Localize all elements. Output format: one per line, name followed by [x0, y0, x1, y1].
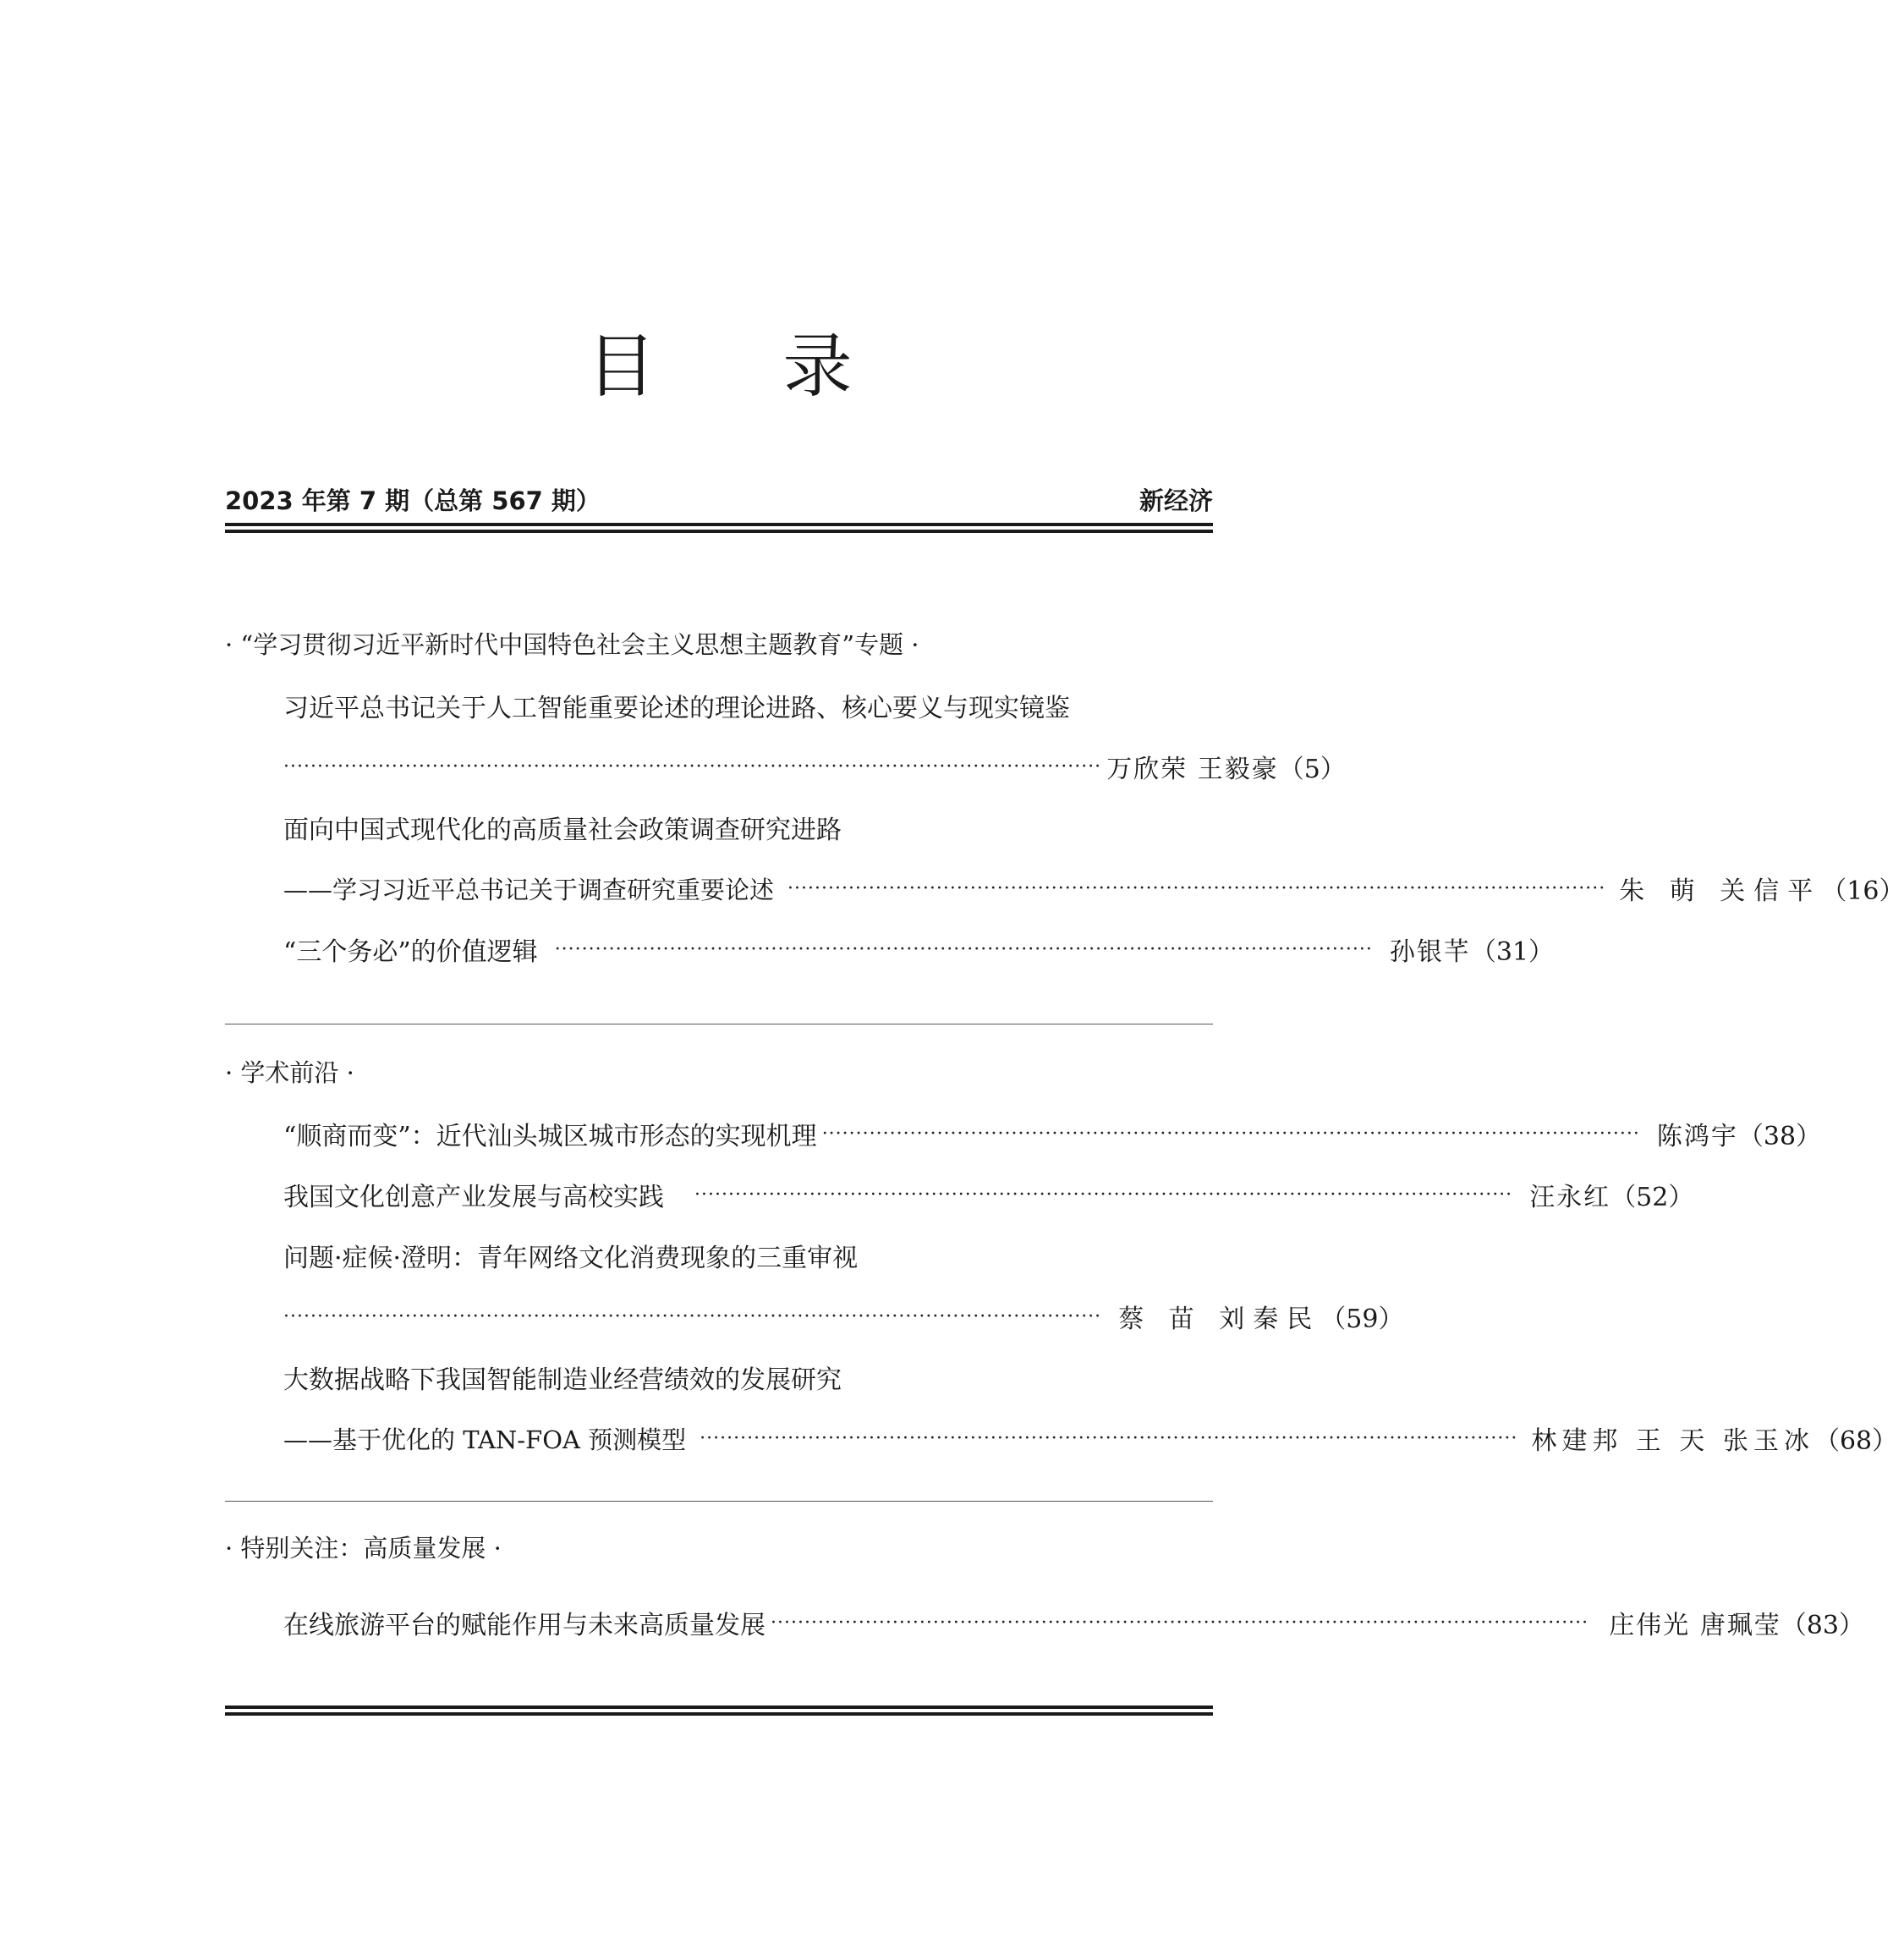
toc-entry[interactable]	[283, 1298, 1404, 1335]
leader-dots: ·························································································································	[283, 1305, 1102, 1327]
entry-title: 问题·症候·澄明：青年网络文化消费现象的三重审视	[283, 1244, 859, 1273]
toc-entry[interactable]	[283, 1604, 1864, 1641]
section-heading: · 特别关注：高质量发展 ·	[225, 1534, 502, 1563]
leader-dots: ·························································································································	[283, 755, 1102, 777]
entry-authors: 林建邦 王 天 张玉冰	[1531, 1426, 1814, 1456]
entry-page: （31）	[1470, 937, 1555, 967]
section-divider	[225, 1501, 1213, 1502]
page-title	[0, 311, 1439, 410]
entry-page: （59）	[1320, 1305, 1404, 1334]
header-rule-bottom	[225, 530, 1213, 533]
toc-entry[interactable]	[283, 1420, 1898, 1457]
title-char-2: 录	[782, 327, 853, 407]
entry-subtitle: ——学习习近平总书记关于调查研究重要论述	[283, 875, 775, 904]
entry-page: （83）	[1781, 1611, 1864, 1640]
toc-entry[interactable]	[283, 748, 1346, 785]
entry-title: 我国文化创意产业发展与高校实践	[283, 1183, 664, 1212]
journal-name: 新经济	[1139, 486, 1213, 515]
entry-title: 在线旅游平台的赋能作用与未来高质量发展	[283, 1611, 765, 1640]
entry-authors: 蔡 苗 刘秦民	[1118, 1305, 1321, 1334]
entry-authors: 庄伟光 唐珮莹	[1609, 1611, 1781, 1640]
leader-dots: ·························································································································	[694, 1184, 1513, 1206]
entry-title: 大数据战略下我国智能制造业经营绩效的发展研究	[283, 1365, 842, 1395]
entry-title: 习近平总书记关于人工智能重要论述的理论进路、核心要义与现实镜鉴	[283, 694, 1070, 723]
leader-dots: ·························································································································	[821, 1123, 1640, 1145]
toc-entry[interactable]	[283, 931, 1555, 968]
leader-dots: ·························································································································	[787, 877, 1606, 899]
entry-title: “顺商而变”：近代汕头城区城市形态的实现机理	[283, 1122, 817, 1151]
entry-page: （5）	[1278, 755, 1346, 784]
title-char-1: 目	[586, 327, 656, 407]
toc-entry[interactable]	[283, 1115, 1822, 1152]
toc-entry[interactable]	[283, 870, 1904, 907]
issue-info: 2023 年第 7 期（总第 567 期）	[225, 486, 601, 515]
entry-authors: 孙银芊	[1389, 937, 1471, 967]
header-rule-top	[225, 523, 1213, 526]
toc-entry[interactable]	[283, 1359, 1213, 1396]
entry-title: “三个务必”的价值逻辑	[283, 937, 538, 967]
leader-dots: ·························································································································	[771, 1612, 1589, 1634]
toc-entry[interactable]	[283, 687, 1213, 724]
entry-page: （38）	[1737, 1122, 1822, 1151]
leader-dots: ·························································································································	[554, 938, 1373, 960]
entry-authors: 汪永红	[1529, 1183, 1611, 1212]
entry-page: （52）	[1610, 1183, 1694, 1212]
toc-entry[interactable]	[283, 1237, 1213, 1274]
footer-rule-top	[225, 1706, 1213, 1709]
entry-authors: 万欣荣 王毅豪	[1106, 755, 1279, 784]
leader-dots: ·························································································································	[700, 1427, 1518, 1449]
toc-entry[interactable]	[283, 1176, 1694, 1213]
section-heading: · 学术前沿 ·	[225, 1058, 354, 1087]
entry-title: 面向中国式现代化的高质量社会政策调查研究进路	[283, 816, 842, 845]
entry-page: （16）	[1821, 876, 1904, 906]
section-heading: · “学习贯彻习近平新时代中国特色社会主义思想主题教育”专题 ·	[225, 630, 919, 659]
toc-entry[interactable]	[283, 809, 1213, 846]
footer-rule-bottom	[225, 1712, 1213, 1716]
entry-authors: 朱 萌 关信平	[1619, 876, 1822, 906]
entry-subtitle: ——基于优化的 TAN-FOA 预测模型	[283, 1425, 687, 1454]
entry-authors: 陈鸿宇	[1656, 1122, 1738, 1151]
entry-page: （68）	[1813, 1426, 1898, 1456]
